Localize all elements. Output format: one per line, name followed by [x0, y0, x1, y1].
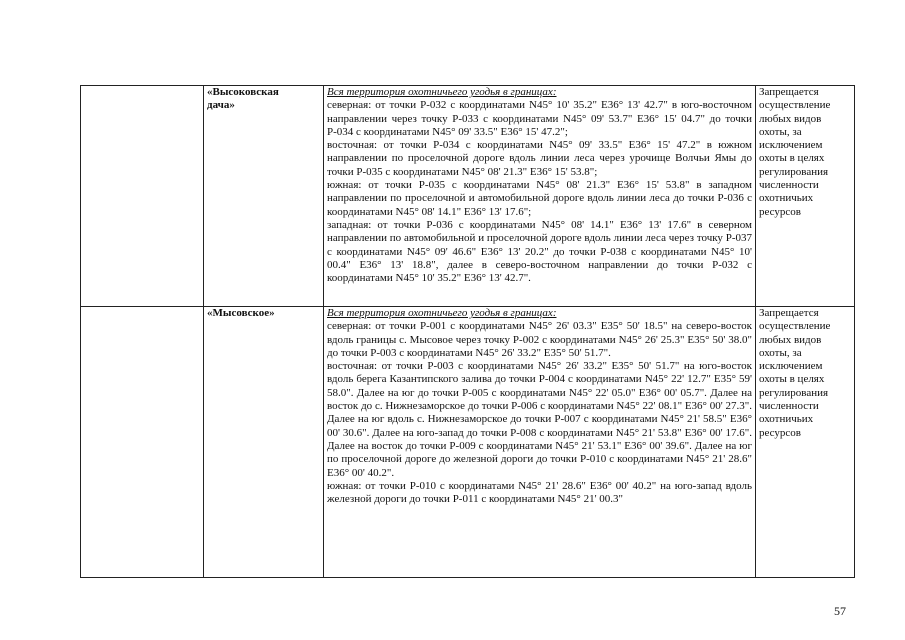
boundary-south: южная: от точки Р-010 с координатами N45° 21' 28.6" E36° 00' 40.2" на юго-запад вдоль железной дороги до точки Р-011 с координатами N45° 21' 00.3"	[327, 479, 752, 506]
boundary-description	[324, 86, 756, 307]
boundary-south: южная: от точки Р-035 с координатами N45° 08' 21.3" E36° 15' 53.8" в западном направлении по проселочной и автомобильной дороге вдоль линии леса до точки Р-036 с координатами N45° 08' 14.1" E36° 13' 17.6";	[327, 179, 752, 218]
boundary-east: восточная: от точки Р-034 с координатами N45° 09' 33.5" E36° 15' 47.2" в южном направлении по проселочной дороге вдоль линии леса через урочище Волчьи Ямы до точки Р-035 с координатами N45° 08' 21.3" E36° 15' 53.8";	[327, 139, 752, 178]
empty-cell	[81, 307, 204, 578]
section-heading: Вся территория охотничьего угодья в границах:	[327, 307, 557, 319]
section-heading: Вся территория охотничьего угодья в границах:	[327, 86, 557, 98]
boundary-north: северная: от точки Р-032 с координатами N45° 10' 35.2" E36° 13' 42.7" в юго-восточном направлении через точку Р-033 с координатами N45° 09' 53.7" E36° 15' 04.7" до точки Р-034 с координатами N45° 09' 33.5" E36° 15' 47.2";	[327, 99, 752, 138]
empty-cell	[81, 86, 204, 307]
table-row	[81, 86, 855, 307]
boundary-west: западная: от точки Р-036 с координатами N45° 08' 14.1" E36° 13' 17.6" в северном направлении по автомобильной и проселочной дороге вдоль линии леса через точку Р-037 с координатами N45° 09' 46.6" E36° 13' 20.2" до точки Р-038 с координатами N45° 10' 00.4" E36° 13' 18.8", далее в северо-восточном направлении до точки Р-032 с координатами N45° 10' 35.2" E36° 13' 42.7".	[327, 218, 752, 285]
boundary-east: восточная: от точки Р-003 с координатами N45° 26' 33.2" E35° 50' 51.7" на юго-восток вдоль берега Казантипского залива до точки Р-004 с координатами N45° 22' 12.7" E35° 59' 58.0". Далее на юг до точки Р-005 с координатами N45° 22' 05.0" E36° 00' 05.7". Далее на восток до с. Нижнезаморское до точки Р-006 с координатами N45° 22' 08.1" E36° 00' 27.3". Далее на юг вдоль с. Нижнезаморское до точки Р-007 с координатами N45° 21' 58.5" E36° 00' 30.6". Далее на юго-запад до точки Р-008 с координатами N45° 21' 53.8" E36° 00' 17.6". Далее на восток до точки Р-009 с координатами N45° 21' 53.1" E36° 00' 39.6". Далее на юг по проселочной дороге до железной дороги до точки Р-010 с координатами N45° 21' 28.6" E36° 00' 40.2".	[327, 360, 752, 479]
restriction-text: Запрещается осуществление любых видов охоты, за исключением охоты в целях регулирования численности охотничьих ресурсов	[756, 86, 855, 307]
page-number: 57	[834, 604, 846, 618]
hunting-grounds-table	[80, 85, 855, 578]
boundary-description	[324, 307, 756, 578]
boundary-north: северная: от точки Р-001 с координатами N45° 26' 03.3" E35° 50' 18.5" на северо-восток вдоль границы с. Мысовое через точку Р-002 с координатами N45° 26' 25.3" E35° 50' 38.0" до точки Р-003 с координатами N45° 26' 33.2" E35° 50' 51.7".	[327, 320, 752, 359]
hunting-ground-name: «Высоковская дача»	[204, 86, 324, 307]
restriction-text: Запрещается осуществление любых видов охоты, за исключением охоты в целях регулирования численности охотничьих ресурсов	[756, 307, 855, 578]
hunting-ground-name: «Мысовское»	[204, 307, 324, 578]
table-row	[81, 307, 855, 578]
